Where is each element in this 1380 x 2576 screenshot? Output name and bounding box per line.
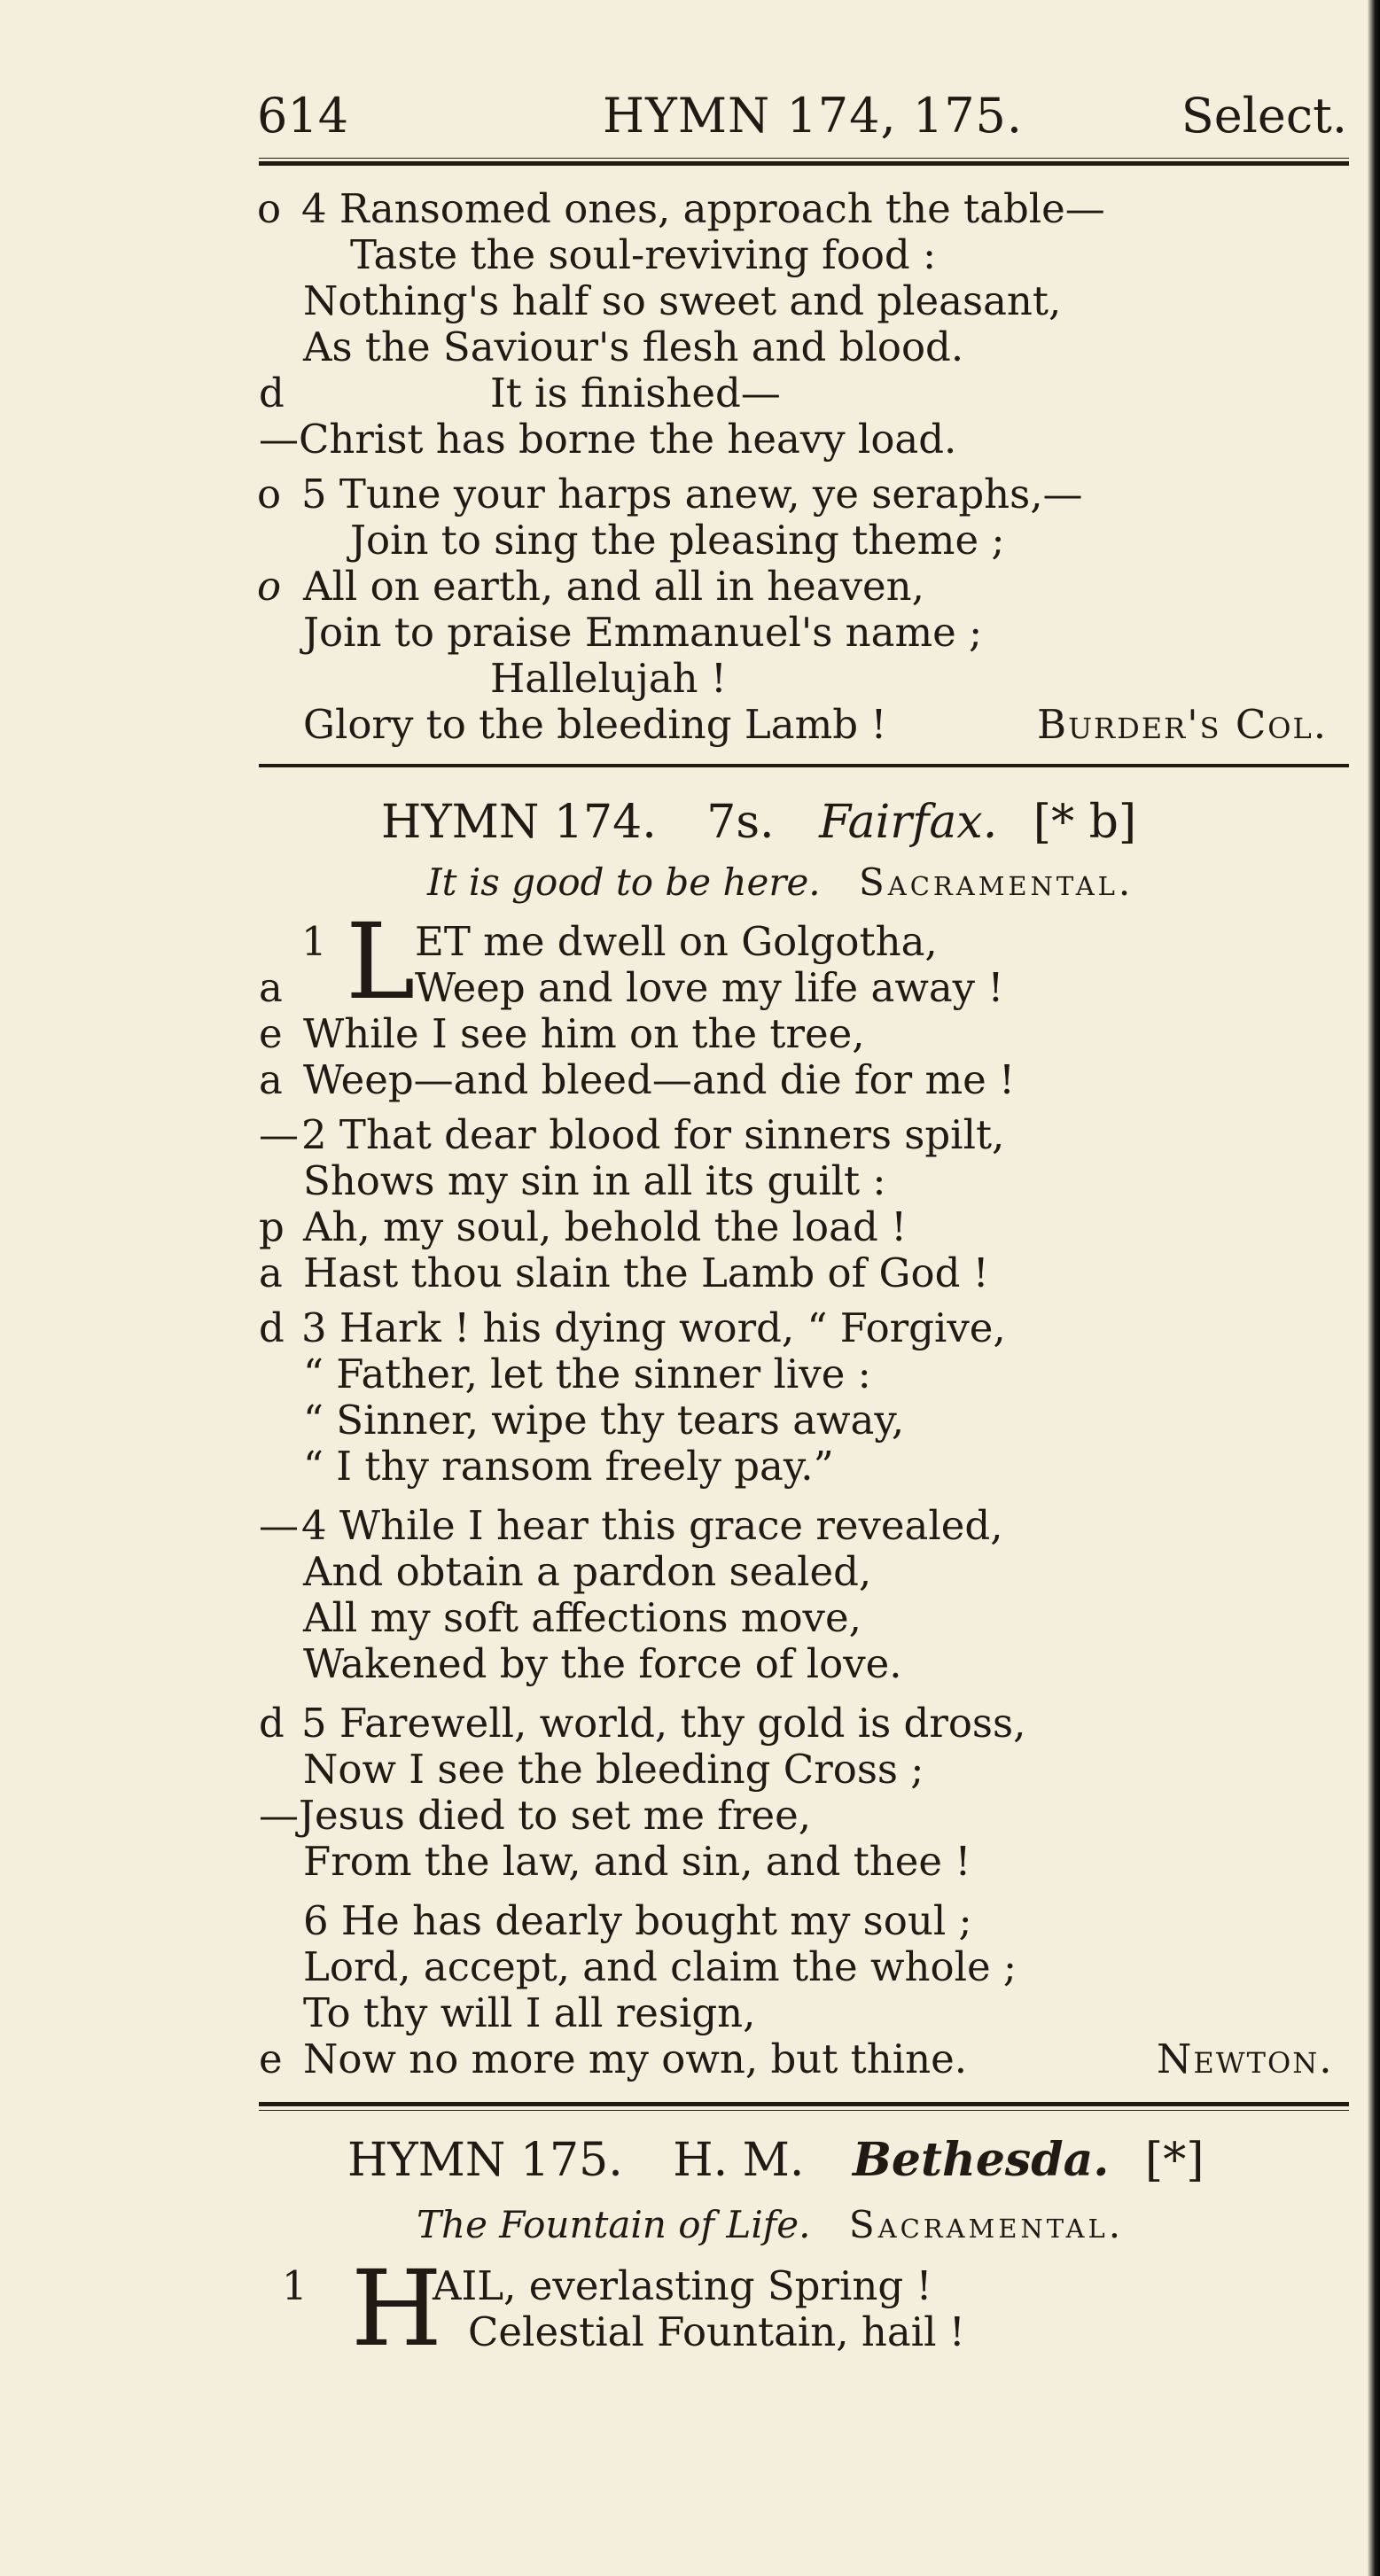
hymn-occasion: Sacramental.	[859, 860, 1134, 904]
hymn-number: HYMN 175.	[347, 2134, 623, 2187]
hymnal-page: 614 HYMN 174, 175. Select. o 4 Ransomed ones, approach the table— Taste the soul-reviving food : Nothing's half so sweet and pleasant, As the Saviour's flesh and blood. d It is finished— —Christ has borne the heavy load. o 5 Tune your harps anew, ye seraphs,— Join to sing the pleasing theme ; o All on earth, and all in heaven, Join to praise Emmanuel's name ; Hallelujah ! Glory to the bleeding Lamb ! Burder's Col. HYMN 174. 7s. Fairfax. [* b] It is good to be here. Sacramental. 1 L ET me dwell on Golgotha, a Weep and love my life away ! e While I see him on the tree, a Weep—and bleed—and die for me ! — 2 That dear blood for sinners spilt, Shows my sin in all its guilt : p Ah, my soul, behold the load ! a Hast thou slain the Lamb of God ! d 3 Hark ! his dying word, “ Forgive, “ Father, let the sinner live : “ Sinner, wipe thy tears away, “ I thy ransom freely pay.” — 4 While I hear this grace revealed, And obtain a pardon sealed, All my soft affections move, Wakened by the force of love. d 5 Farewell, world, thy gold is dross, Now I see the bleeding Cross ; —Jesus died to set me free, From the law, and sin, and thee ! 6 He has dearly bought my soul ; Lord, accept, and claim the whole ; To thy will I all resign, e Now no more my own, but thine. Newton. HYMN 175. H. M. Bethesda. [*] The Fountain of Life. Sacramental. 1 H AIL, everlasting Spring ! Celestial Fountain, hail !	[0, 0, 1380, 2576]
hymn-175-title	[347, 2131, 1204, 2190]
hymn-mark: [*]	[1144, 2134, 1205, 2187]
stanza-number: 1	[282, 2262, 308, 2309]
header-rule-thin	[259, 158, 1349, 159]
hymn-divider-rule	[259, 2102, 1349, 2106]
hymn-tune: Bethesda.	[852, 2133, 1110, 2187]
hymn-174-title	[381, 793, 1136, 852]
drop-cap: L	[346, 900, 416, 1023]
hymn-meter: H. M.	[673, 2134, 805, 2187]
hymn-number: HYMN 174.	[381, 796, 657, 849]
running-head	[257, 85, 1347, 147]
page-number: 614	[257, 88, 349, 144]
hymn-175-subtitle	[417, 2200, 1124, 2250]
hymn-occasion: Sacramental.	[848, 2203, 1125, 2246]
drop-cap: H	[351, 2247, 442, 2370]
stanza-number: 1	[301, 918, 327, 965]
hymn-subject: It is good to be here.	[427, 860, 821, 904]
section-name: Select.	[1181, 88, 1347, 144]
hymn-divider-rule-thin	[259, 2110, 1349, 2111]
hymn-174-subtitle	[427, 858, 1134, 907]
running-title: HYMN 174, 175.	[603, 88, 1024, 144]
hymn-subject: The Fountain of Life.	[417, 2203, 811, 2246]
hymn-divider-rule	[259, 764, 1349, 767]
header-rule	[259, 161, 1349, 166]
attribution-burder: Burder's Col.	[1037, 701, 1329, 748]
hymn-meter: 7s.	[706, 796, 775, 849]
hymn-tune: Fairfax.	[819, 796, 998, 849]
page-edge-shadow	[1368, 0, 1380, 2576]
attribution-newton: Newton.	[1157, 2035, 1334, 2082]
hymn-mark: [* b]	[1033, 796, 1137, 849]
